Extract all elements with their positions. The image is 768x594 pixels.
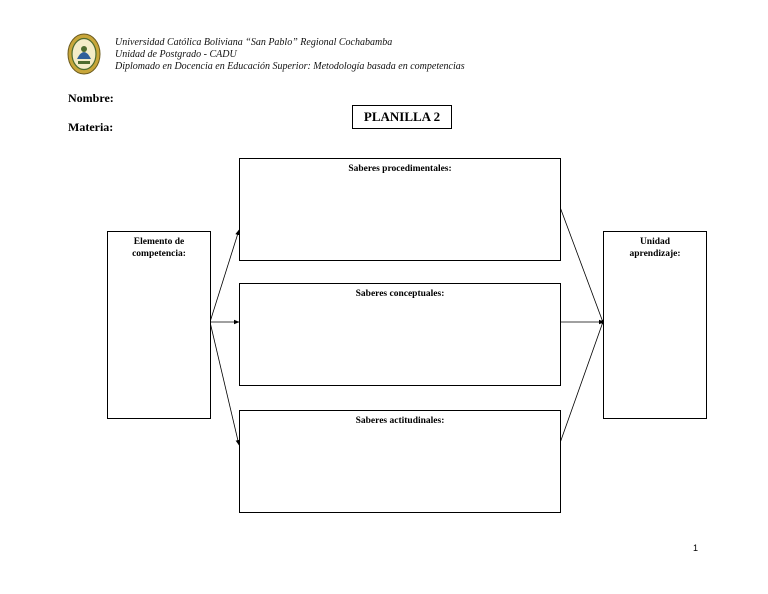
header-program: Diplomado en Docencia en Educación Superior: Metodología basada en competencias <box>115 61 465 72</box>
unidad-aprendizaje-box <box>603 231 707 419</box>
arrow-to-procedimentales <box>210 230 239 322</box>
unidad-aprendizaje-title: Unidad aprendizaje: <box>629 237 681 259</box>
arrow-to-actitudinales <box>210 322 239 445</box>
nombre-label: Nombre: <box>68 91 114 105</box>
saberes-actitudinales-box <box>239 410 561 513</box>
planilla-title: PLANILLA 2 <box>352 105 452 129</box>
elemento-competencia-title: Elemento de competencia: <box>132 237 186 259</box>
header-unit: Unidad de Postgrado - CADU <box>115 49 237 60</box>
saberes-conceptuales-box <box>239 283 561 386</box>
materia-label: Materia: <box>68 120 114 134</box>
page-number: 1 <box>693 543 699 553</box>
saberes-procedimentales-title: Saberes procedimentales: <box>348 164 452 174</box>
saberes-procedimentales-box <box>239 158 561 261</box>
header-university: Universidad Católica Boliviana “San Pablo” Regional Cochabamba <box>115 37 393 48</box>
arrow-from-procedimentales <box>560 207 604 325</box>
arrow-from-actitudinales <box>560 319 604 443</box>
saberes-actitudinales-title: Saberes actitudinales: <box>355 416 445 426</box>
elemento-competencia-box <box>107 231 211 419</box>
saberes-conceptuales-title: Saberes conceptuales: <box>355 289 445 299</box>
